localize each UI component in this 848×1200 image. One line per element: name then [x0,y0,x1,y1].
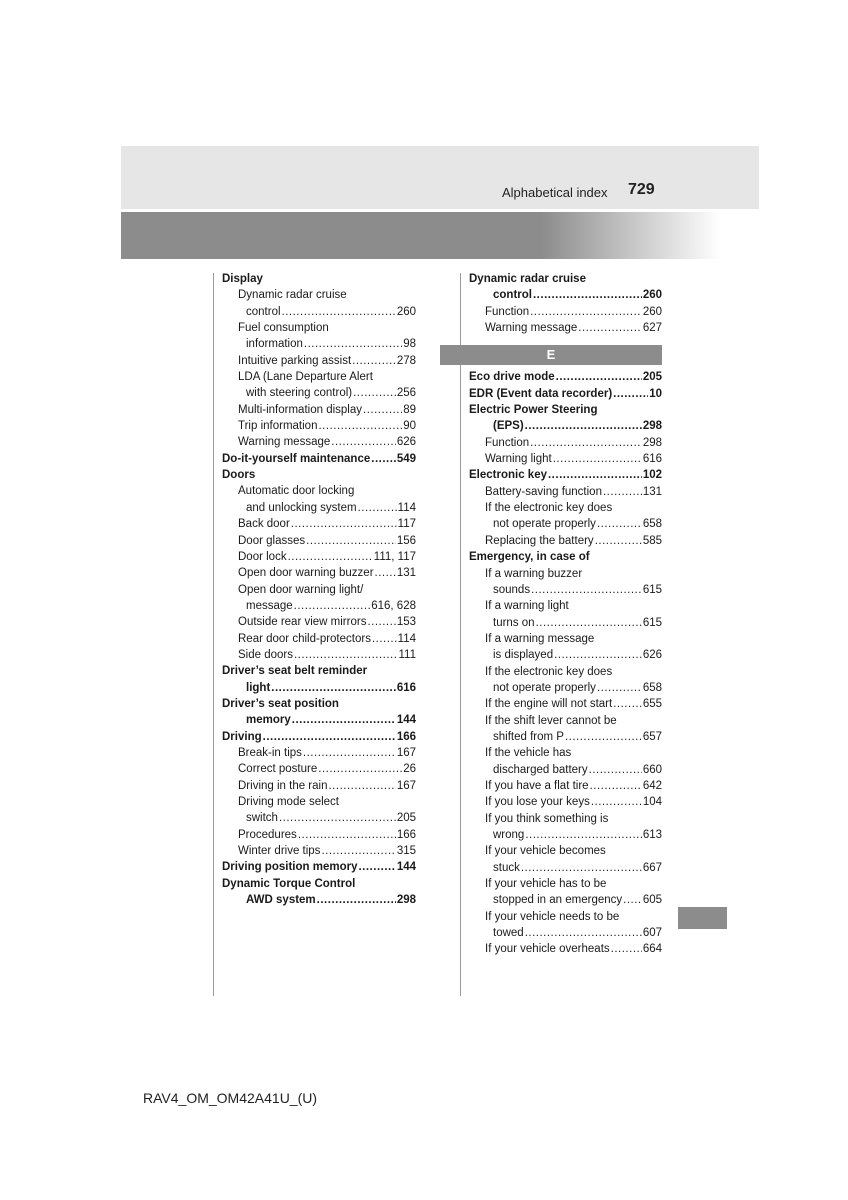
index-entry-page: 664 [642,943,662,956]
index-entry [222,418,416,434]
index-entry-page: 117 [397,518,416,531]
index-entry [469,615,662,631]
index-entry-page: 605 [642,894,662,907]
index-entry [222,598,416,614]
index-entry [222,859,416,875]
leader-dots [623,892,642,908]
leader-dots [331,434,396,450]
index-entry-page: 89 [403,403,416,416]
index-entry-page: 114 [397,632,416,645]
index-entry-term: Door glasses [238,534,306,547]
index-entry-page: 658 [642,518,662,531]
leader-dots [530,435,642,451]
leader-dots [321,843,395,859]
index-entry-page: 205 [642,371,662,384]
index-entry [469,745,662,761]
index-entry-page: 298 [396,894,416,907]
leader-dots [536,615,642,631]
index-entry-term: not operate properly [493,681,596,694]
index-entry-page: 166 [396,730,416,743]
index-entry-term: Driving position memory [222,861,358,874]
index-entry [222,549,416,565]
index-entry [222,385,416,401]
index-entry-term: LDA (Lane Departure Alert [238,371,373,384]
index-entry-term: Trip information [238,420,318,433]
leader-dots [318,761,402,777]
index-entry-page: 315 [396,845,416,858]
leader-dots [533,287,642,303]
index-entry [469,566,662,582]
index-entry-term: Electronic key [469,469,547,482]
index-entry-term: Procedures [238,828,297,841]
index-entry-term: Driving mode select [238,796,339,808]
index-entry-page: 626 [396,436,416,449]
leader-dots [306,533,396,549]
leader-dots [288,549,373,565]
index-entry [222,369,416,385]
leader-dots [530,304,642,320]
index-entry [222,827,416,843]
index-entry-term: Function [485,436,530,449]
leader-dots [565,729,642,745]
index-entry-term: If a warning buzzer [485,567,583,580]
index-entry-term: control [493,289,532,302]
index-entry [469,941,662,957]
index-entry [469,598,662,614]
index-entry [469,533,662,549]
leader-dots [294,598,371,614]
index-entry [469,811,662,827]
leader-dots [358,500,397,516]
index-entry-term: Warning light [485,453,552,466]
leader-dots [556,369,642,385]
leader-dots [597,516,642,532]
index-entry-term: If the vehicle has [485,747,572,760]
index-entry [469,696,662,712]
leader-dots [611,941,642,957]
index-entry-term: Function [485,305,530,318]
index-entry-page: 616, 628 [371,599,416,612]
index-column-right [469,271,662,958]
index-entry [222,761,416,777]
leader-dots [525,827,641,843]
index-entry [222,353,416,369]
index-entry [222,712,416,728]
index-entry [469,794,662,810]
column-divider-middle [460,273,461,996]
index-entry-term: Intuitive parking assist [238,354,352,367]
index-entry-term: If your vehicle overheats [485,943,610,956]
section-title: Alphabetical index [502,185,608,200]
index-entry-page: 26 [403,763,416,776]
index-entry-page: 660 [642,763,662,776]
index-entry-term: If your vehicle becomes [485,845,606,858]
index-entry-term: If you think something is [485,812,609,825]
index-entry-page: 607 [642,927,662,940]
index-entry-term: Driving [222,730,262,743]
leader-dots [367,614,395,630]
index-entry [469,484,662,500]
index-entry-page: 298 [642,436,662,449]
index-entry-term: If a warning message [485,632,595,645]
leader-dots [613,696,642,712]
index-entry-term: Back door [238,518,290,531]
index-entry [222,745,416,761]
index-entry-page: 615 [642,583,662,596]
index-entry-page: 615 [642,616,662,629]
index-entry [469,860,662,876]
index-entry-page: 167 [396,779,416,792]
index-entry [469,516,662,532]
index-entry [469,909,662,925]
index-entry-page: 90 [403,420,416,433]
section-letter-bar: E [440,345,662,365]
index-entry-term: Doors [222,469,256,482]
leader-dots [291,516,397,532]
header-band [121,212,721,259]
leader-dots [328,778,395,794]
index-entry [469,402,662,418]
index-entry [222,794,416,810]
index-entry-term: wrong [493,829,525,841]
index-entry-term: shifted from P [493,730,564,743]
index-entry [222,516,416,532]
index-entry-term: Warning message [238,436,331,449]
leader-dots [591,794,642,810]
header-background [121,146,759,209]
index-entry-page: 260 [642,289,662,302]
index-entry [469,762,662,778]
leader-dots [372,631,397,647]
leader-dots [521,860,642,876]
leader-dots [303,745,396,761]
index-entry [222,320,416,336]
leader-dots [525,925,642,941]
index-entry-term: Door lock [238,550,287,563]
index-entry-term: with steering control) [246,387,353,400]
index-entry [469,369,662,385]
index-entry-page: 114 [397,501,416,514]
index-entry-term: Winter drive tips [238,845,321,858]
index-entry-term: If your vehicle needs to be [485,910,620,923]
index-entry-term: If the electronic key does [485,502,613,515]
index-entry [222,467,416,483]
index-entry-page: 102 [642,469,662,482]
index-entry [222,304,416,320]
footer-code: RAV4_OM_OM42A41U_(U) [143,1090,318,1106]
index-entry-term: Do-it-yourself maintenance [222,452,371,465]
index-entry [222,271,416,287]
index-entry-term: Warning message [485,322,578,335]
index-entry-term: Open door warning buzzer [238,567,374,580]
leader-dots [553,451,642,467]
index-entry-page: 642 [642,779,662,792]
index-entry-page: 153 [396,616,416,629]
index-entry [222,696,416,712]
index-entry-term: Multi-information display [238,403,362,416]
index-entry-page: 616 [642,453,662,466]
leader-dots [292,712,396,728]
index-entry [222,663,416,679]
leader-dots [352,353,396,369]
leader-dots [363,402,402,418]
index-entry-term: If your vehicle has to be [485,878,607,891]
index-entry [469,778,662,794]
index-entry [222,287,416,303]
index-entry-page: 549 [396,452,416,465]
index-entry-term: stuck [493,861,520,874]
index-entry-page: 98 [403,338,416,351]
leader-dots [554,647,642,663]
index-entry-page: 156 [396,534,416,547]
leader-dots [294,647,398,663]
index-entry [469,713,662,729]
leader-dots [589,762,642,778]
index-entry [469,925,662,941]
index-entry-page: 111 [398,648,416,661]
index-entry [469,500,662,516]
index-entry-term: memory [246,714,291,727]
leader-dots [317,892,396,908]
index-entry [469,827,662,843]
index-entry [469,304,662,320]
index-entry-term: Fuel consumption [238,322,329,335]
index-entry-term: If you have a flat tire [485,779,589,792]
index-entry-term: If you lose your keys [485,796,590,809]
index-entry-page: 104 [642,796,662,809]
leader-dots [353,385,396,401]
index-entry-term: Correct posture [238,763,318,776]
leader-dots [603,484,642,500]
index-entry-term: control [246,305,281,318]
index-entry-page: 144 [396,714,416,727]
index-entry-page: 167 [396,746,416,759]
leader-dots [304,336,402,352]
index-entry-term: Dynamic radar cruise [469,273,586,285]
index-entry-term: stopped in an emergency [493,894,623,907]
index-entry-term: Eco drive mode [469,371,555,384]
index-entry [222,810,416,826]
index-entry [222,876,416,892]
index-entry-term: Automatic door locking [238,485,355,498]
index-entry-term: discharged battery [493,763,588,776]
leader-dots [298,827,396,843]
leader-dots [578,320,642,336]
leader-dots [531,582,642,598]
index-entry [469,451,662,467]
index-entry-page: 166 [396,828,416,841]
index-entry-page: 585 [642,534,662,547]
index-entry-term: sounds [493,583,531,596]
index-entry-term: is displayed [493,649,554,662]
index-entry-term: Driver’s seat position [222,697,339,710]
index-entry-term: EDR (Event data recorder) [469,387,613,400]
index-entry-term: Rear door child-protectors [238,632,371,645]
leader-dots [279,810,396,826]
index-entry-term: Electric Power Steering [469,404,598,417]
leader-dots [271,680,396,696]
index-entry [469,549,662,565]
index-entry-term: message [246,599,293,612]
index-entry-term: Dynamic radar cruise [238,289,347,302]
index-entry-page: 667 [642,861,662,874]
index-entry-term: AWD system [246,894,316,907]
index-entry [222,892,416,908]
index-entry-page: 260 [642,305,662,318]
index-entry [469,320,662,336]
leader-dots [548,467,642,483]
chapter-tab [678,907,727,929]
index-entry [222,680,416,696]
index-entry [222,533,416,549]
index-entry [222,647,416,663]
index-entry-page: 111, 117 [373,550,416,563]
index-entry [469,271,662,287]
index-entry [222,631,416,647]
index-entry-page: 655 [642,698,662,711]
index-entry-page: 616 [396,681,416,694]
leader-dots [318,418,402,434]
index-entry [469,647,662,663]
index-entry-page: 131 [396,567,416,580]
index-entry-term: switch [246,812,278,825]
index-entry-page: 298 [642,420,662,433]
index-entry-term: Break-in tips [238,746,302,759]
index-entry-page: 260 [396,305,416,318]
index-entry-term: Open door warning light/ [238,583,364,596]
index-group-e [469,369,662,957]
index-entry [222,336,416,352]
index-entry-term: Outside rear view mirrors [238,616,367,629]
index-entry-page: 657 [642,730,662,743]
index-entry [222,582,416,598]
index-entry-page: 613 [642,829,662,841]
index-entry [222,451,416,467]
leader-dots [590,778,642,794]
index-entry [222,565,416,581]
leader-dots [525,418,642,434]
index-entry-term: Side doors [238,648,293,661]
index-entry [469,729,662,745]
index-entry [469,467,662,483]
index-entry-term: Driving in the rain [238,779,328,792]
index-entry-term: Battery-saving function [485,485,602,498]
index-entry-term: turns on [493,616,535,629]
index-entry-term: light [246,681,271,694]
index-entry-term: information [246,338,303,351]
index-entry-page: 131 [642,485,662,498]
index-entry [469,418,662,434]
index-entry-term: not operate properly [493,518,596,531]
index-group-d-continued [469,271,662,336]
leader-dots [595,533,642,549]
index-entry [469,435,662,451]
index-entry [469,892,662,908]
index-entry [469,582,662,598]
index-entry [469,631,662,647]
leader-dots [282,304,396,320]
index-entry-page: 626 [642,649,662,662]
index-entry [222,843,416,859]
index-entry-term: Replacing the battery [485,534,594,547]
index-entry [469,386,662,402]
index-entry-page: 658 [642,681,662,694]
leader-dots [358,859,395,875]
index-entry-term: Dynamic Torque Control [222,877,356,890]
leader-dots [375,565,396,581]
index-entry-page: 256 [396,387,416,400]
index-entry-term: If the electronic key does [485,665,613,678]
index-entry-page: 627 [642,322,662,335]
index-entry-term: towed [493,927,524,940]
index-entry [222,483,416,499]
leader-dots [613,386,648,402]
index-entry-term: Emergency, in case of [469,551,590,564]
leader-dots [371,451,396,467]
index-entry-term: Driver’s seat belt reminder [222,665,368,678]
index-entry [469,843,662,859]
index-entry-page: 144 [396,861,416,874]
index-entry-term: If the engine will not start [485,698,613,711]
index-entry [222,778,416,794]
index-entry-term: (EPS) [493,420,524,433]
index-column-left [222,271,416,908]
index-entry-term: and unlocking system [246,501,357,514]
leader-dots [263,729,396,745]
index-entry-term: If the shift lever cannot be [485,714,617,727]
index-entry-term: Display [222,273,263,285]
index-entry-term: If a warning light [485,600,569,613]
leader-dots [597,680,642,696]
index-entry-page: 10 [649,387,662,400]
index-entry-page: 278 [396,354,416,367]
index-entry [222,434,416,450]
index-entry [469,680,662,696]
column-divider-left [213,273,214,996]
index-entry [222,614,416,630]
index-entry [469,664,662,680]
index-entry [222,402,416,418]
index-entry-page: 205 [396,812,416,825]
index-entry [222,729,416,745]
index-entry [222,500,416,516]
index-entry [469,876,662,892]
index-entry [469,287,662,303]
page-number: 729 [628,181,655,198]
